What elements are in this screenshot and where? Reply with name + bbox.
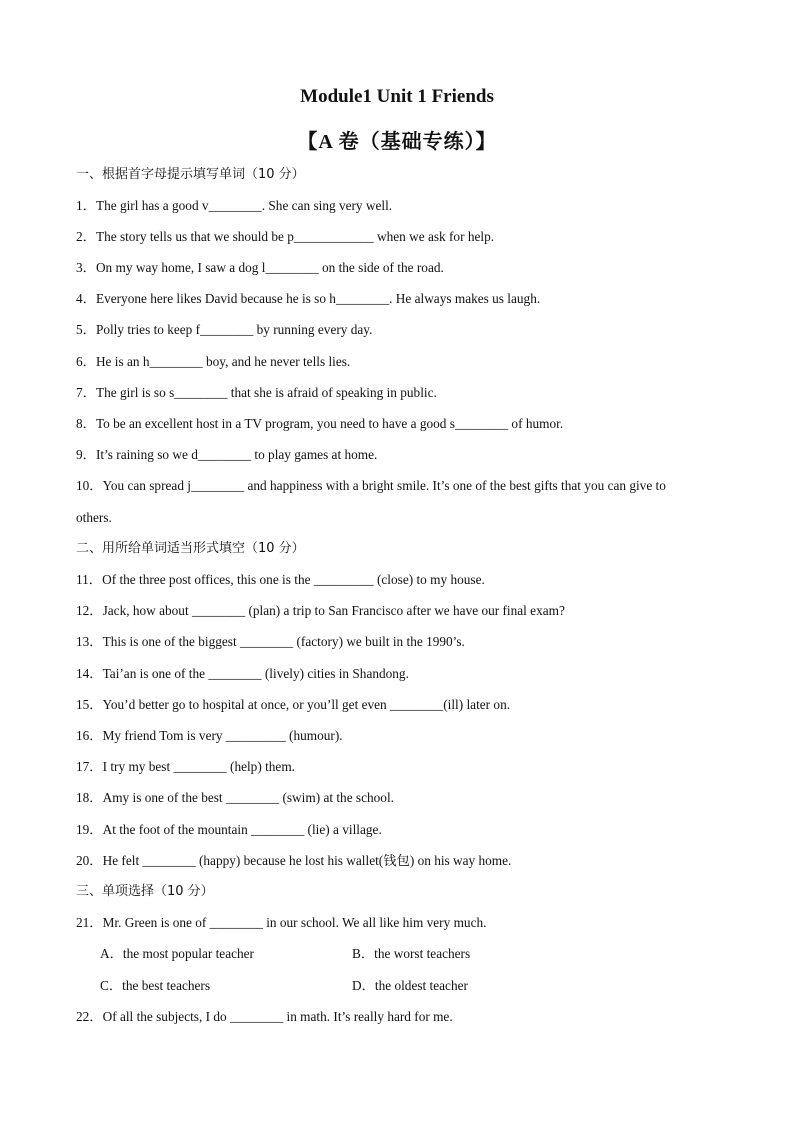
question-4: 4．Everyone here likes David because he is so h________. He always makes us laugh.: [76, 291, 541, 306]
page-subtitle: 【A 卷（基础专练）】: [297, 131, 497, 153]
question-5: 5．Polly tries to keep f________ by running every day.: [76, 322, 373, 337]
q21-option-c: C．the best teachers: [100, 978, 211, 993]
section-heading-1: 一、根据首字母提示填写单词（10 分）: [76, 167, 305, 182]
q21-option-b: B．the worst teachers: [352, 946, 471, 961]
question-15: 15．You’d better go to hospital at once, or you’ll get even ________(ill) later on.: [76, 697, 511, 712]
question-9: 9．It’s raining so we d________ to play games at home.: [76, 447, 378, 462]
question-12: 12．Jack, how about ________ (plan) a trip to San Francisco after we have our final exam?: [76, 603, 565, 618]
question-19: 19．At the foot of the mountain ________ (lie) a village.: [76, 822, 382, 837]
question-21: 21．Mr. Green is one of ________ in our school. We all like him very much.: [76, 915, 487, 930]
question-11: 11．Of the three post offices, this one is the _________ (close) to my house.: [76, 572, 485, 587]
question-6: 6．He is an h________ boy, and he never tells lies.: [76, 354, 351, 369]
question-17: 17．I try my best ________ (help) them.: [76, 759, 295, 774]
question-3: 3．On my way home, I saw a dog l________ on the side of the road.: [76, 260, 444, 275]
page-title: Module1 Unit 1 Friends: [300, 86, 494, 107]
question-14: 14．Tai’an is one of the ________ (lively) cities in Shandong.: [76, 666, 409, 681]
question-7: 7．The girl is so s________ that she is afraid of speaking in public.: [76, 385, 437, 400]
question-16: 16．My friend Tom is very _________ (humour).: [76, 728, 343, 743]
question-22: 22．Of all the subjects, I do ________ in math. It’s really hard for me.: [76, 1009, 453, 1024]
question-2: 2．The story tells us that we should be p____________ when we ask for help.: [76, 229, 495, 244]
question-8: 8．To be an excellent host in a TV program, you need to have a good s________ of humor.: [76, 416, 564, 431]
question-13: 13．This is one of the biggest ________ (factory) we built in the 1990’s.: [76, 634, 465, 649]
section-heading-2: 二、用所给单词适当形式填空（10 分）: [76, 541, 305, 556]
question-18: 18．Amy is one of the best ________ (swim) at the school.: [76, 790, 394, 805]
question-10-continued: others.: [76, 510, 112, 525]
q21-option-d: D．the oldest teacher: [352, 978, 468, 993]
section-heading-3: 三、单项选择（10 分）: [76, 884, 214, 899]
question-20: 20．He felt ________ (happy) because he lost his wallet(钱包) on his way home.: [76, 853, 512, 868]
question-10: 10．You can spread j________ and happiness with a bright smile. It’s one of the best gifts that you can give to: [76, 478, 666, 493]
question-1: 1．The girl has a good v________. She can sing very well.: [76, 198, 393, 213]
q21-option-a: A．the most popular teacher: [100, 946, 254, 961]
